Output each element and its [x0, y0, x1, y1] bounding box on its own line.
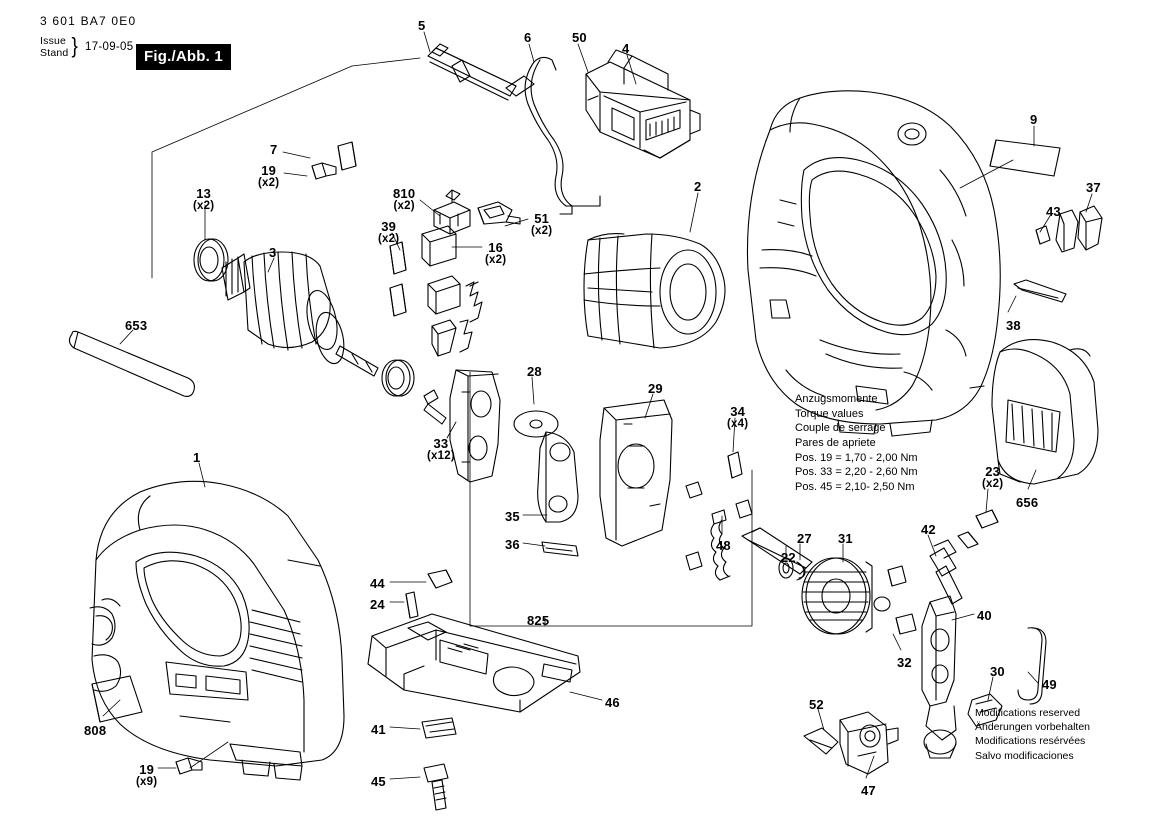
callout-number: 48 [716, 538, 731, 553]
torque-line-6: Pos. 45 = 2,10- 2,50 Nm [795, 480, 915, 493]
part-callout-30 [990, 664, 1005, 679]
modifications-line-1: Änderungen vorbehalten [975, 721, 1091, 734]
issue-date: 17-09-05 [85, 40, 134, 53]
callout-number: 19 [261, 163, 277, 178]
part-callout-28 [527, 364, 542, 379]
part-callout-810 [393, 186, 415, 212]
callout-number: 7 [270, 142, 278, 157]
callout-quantity: (x2) [982, 478, 1004, 490]
part-callout-4 [622, 41, 629, 56]
modifications-note [975, 706, 1090, 763]
part-callout-35 [505, 509, 520, 524]
callout-number: 46 [605, 695, 620, 710]
part-callout-48 [716, 538, 731, 553]
callout-number: 45 [371, 774, 386, 789]
part-callout-37 [1086, 180, 1101, 195]
part-callout-22 [781, 550, 796, 565]
callout-number: 47 [861, 783, 876, 798]
part-callout-49 [1042, 677, 1057, 692]
callout-number: 29 [648, 381, 663, 396]
part-number: 3 601 BA7 0E0 [40, 14, 137, 28]
part-callout-52 [809, 697, 824, 712]
torque-line-3: Pares de apriete [795, 436, 876, 449]
callout-quantity: (x2) [378, 233, 400, 245]
callout-number: 22 [781, 550, 796, 565]
callout-number: 4 [622, 41, 630, 56]
part-callout-40 [977, 608, 992, 623]
part-callout-656 [1016, 495, 1038, 510]
part-callout-45 [371, 774, 386, 789]
part-callout-32 [897, 655, 912, 670]
callout-number: 30 [990, 664, 1005, 679]
modifications-line-3: Salvo modificaciones [975, 749, 1074, 762]
callout-number: 19 [139, 762, 155, 777]
part-callout-46 [605, 695, 620, 710]
torque-line-2: Couple de serrage [795, 422, 886, 435]
callout-number: 808 [84, 723, 107, 738]
callout-number: 33 [433, 436, 449, 451]
part-callout-27 [797, 531, 812, 546]
part-callout-653 [125, 318, 147, 333]
issue-labels [40, 35, 68, 59]
part-callout-47 [861, 783, 876, 798]
part-callout-39 [378, 219, 399, 245]
part-callout-16 [485, 240, 506, 266]
callout-number: 810 [393, 186, 416, 201]
callout-number: 39 [381, 219, 397, 234]
part-callout-44 [370, 576, 385, 591]
part-callout-42 [921, 522, 936, 537]
callout-quantity: (x4) [727, 418, 749, 430]
part-callout-13 [193, 186, 214, 212]
callout-number: 24 [370, 597, 385, 612]
part-callout-41 [371, 722, 386, 737]
part-callout-9 [1030, 112, 1037, 127]
callout-number: 37 [1086, 180, 1101, 195]
torque-line-5: Pos. 33 = 2,20 - 2,60 Nm [795, 466, 918, 479]
callout-quantity: (x2) [531, 225, 553, 237]
modifications-line-2: Modifications resérvées [975, 735, 1086, 748]
brace-glyph: } [71, 34, 78, 60]
callout-number: 32 [897, 655, 912, 670]
callout-number: 36 [505, 537, 520, 552]
part-callout-808 [84, 723, 106, 738]
callout-number: 3 [269, 245, 277, 260]
callout-number: 31 [838, 531, 853, 546]
part-callout-34 [727, 404, 748, 430]
callout-number: 44 [370, 576, 385, 591]
modifications-line-0: Modifications reserved [975, 707, 1081, 719]
title-block [40, 14, 136, 59]
callout-number: 49 [1042, 677, 1057, 692]
part-callout-43 [1046, 204, 1061, 219]
part-callout-19 [136, 762, 157, 788]
callout-quantity: (x2) [193, 200, 215, 212]
callout-number: 1 [193, 450, 201, 465]
torque-values-note [795, 392, 918, 494]
callout-number: 9 [1030, 112, 1038, 127]
callout-number: 43 [1046, 204, 1061, 219]
torque-line-4: Pos. 19 = 1,70 - 2,00 Nm [795, 451, 918, 464]
callout-number: 5 [418, 18, 426, 33]
issue-label-de: Stand [40, 47, 69, 60]
part-callout-33 [427, 436, 455, 462]
torque-line-1: Torque values [795, 407, 864, 420]
part-callout-23 [982, 464, 1003, 490]
callout-number: 27 [797, 531, 812, 546]
callout-number: 656 [1016, 495, 1039, 510]
callout-quantity: (x12) [427, 450, 455, 462]
part-callout-50 [572, 30, 587, 45]
callout-quantity: (x2) [485, 254, 507, 266]
callout-number: 16 [488, 240, 504, 255]
part-callout-5 [418, 18, 425, 33]
part-callout-2 [694, 179, 701, 194]
callout-number: 52 [809, 697, 824, 712]
callout-number: 6 [524, 30, 532, 45]
callout-number: 50 [572, 30, 587, 45]
issue-row [40, 35, 136, 59]
issue-label-en: Issue [40, 35, 67, 47]
callout-number: 41 [371, 722, 386, 737]
callout-number: 28 [527, 364, 542, 379]
callout-number: 13 [196, 186, 212, 201]
callout-quantity: (x2) [258, 177, 280, 189]
part-callout-7 [270, 142, 277, 157]
callout-number: 40 [977, 608, 992, 623]
callout-number: 35 [505, 509, 520, 524]
part-callout-19 [258, 163, 279, 189]
callout-number: 825 [527, 613, 550, 628]
callout-quantity: (x2) [393, 200, 415, 212]
callout-number: 51 [534, 211, 550, 226]
figure-label: Fig./Abb. 1 [136, 44, 231, 70]
callout-number: 38 [1006, 318, 1021, 333]
callout-number: 34 [730, 404, 746, 419]
callout-number: 42 [921, 522, 936, 537]
part-callout-3 [269, 245, 276, 260]
callout-quantity: (x9) [136, 776, 158, 788]
callout-number: 2 [694, 179, 702, 194]
part-callout-1 [193, 450, 200, 465]
part-callout-51 [531, 211, 552, 237]
part-callout-36 [505, 537, 520, 552]
callout-number: 23 [985, 464, 1001, 479]
part-callout-31 [838, 531, 853, 546]
part-callout-29 [648, 381, 663, 396]
part-callout-6 [524, 30, 531, 45]
torque-line-0: Anzugsmomente [795, 393, 878, 405]
callout-number: 653 [125, 318, 148, 333]
part-callout-825 [527, 613, 549, 628]
part-callout-24 [370, 597, 385, 612]
part-callout-38 [1006, 318, 1021, 333]
